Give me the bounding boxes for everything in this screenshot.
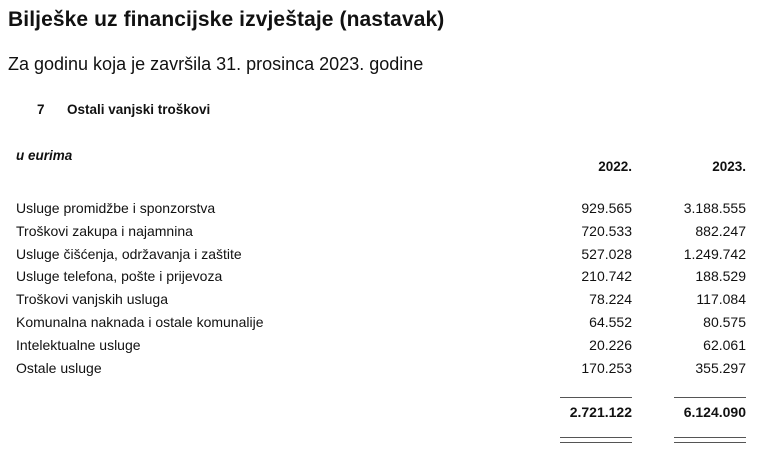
row-label: Usluge čišćenja, održavanja i zaštite: [16, 245, 242, 262]
table-row: [0, 358, 763, 381]
row-value-2022: 210.742: [581, 268, 632, 285]
document-subtitle: Za godinu koja je završila 31. prosinca 2023. godine: [8, 54, 424, 74]
double-rule-2023: [674, 437, 746, 443]
row-label: Troškovi zakupa i najamnina: [16, 222, 193, 239]
table-row: [0, 289, 763, 312]
table-row: [0, 266, 763, 289]
row-value-2022: 64.552: [589, 313, 632, 330]
column-header-2022: 2022.: [598, 159, 632, 174]
row-value-2023: 3.188.555: [683, 200, 746, 216]
row-value-2023: 1.249.742: [683, 245, 746, 262]
subtotal-rule-2022: [560, 397, 632, 398]
row-value-2022: 929.565: [581, 200, 632, 216]
table-row: [0, 335, 763, 358]
row-value-2022: 170.253: [581, 359, 632, 376]
section-title: Ostali vanjski troškovi: [67, 102, 211, 117]
table-row: [0, 244, 763, 267]
column-header-2023: 2023.: [712, 159, 746, 174]
row-value-2023: 117.084: [696, 291, 746, 308]
row-value-2023: 188.529: [695, 268, 746, 285]
row-label: Komunalna naknada i ostale komunalije: [16, 313, 264, 330]
document-title: Bilješke uz financijske izvještaje (nastavak): [8, 8, 445, 31]
total-2023: 6.124.090: [683, 404, 746, 420]
row-value-2022: 78.224: [589, 291, 632, 308]
row-label: Usluge telefona, pošte i prijevoza: [16, 268, 223, 285]
row-label: Troškovi vanjskih usluga: [16, 291, 168, 308]
unit-label: u eurima: [16, 148, 73, 163]
total-2022: 2.721.122: [569, 404, 632, 420]
table-row: [0, 198, 763, 221]
row-value-2023: 355.297: [695, 359, 746, 376]
row-value-2022: 720.533: [581, 222, 632, 239]
row-label: Intelektualne usluge: [16, 336, 141, 353]
section-number: 7: [37, 102, 45, 117]
row-label: Ostale usluge: [16, 359, 102, 376]
table-body: [0, 198, 763, 380]
row-value-2022: 527.028: [581, 245, 632, 262]
table-row: [0, 312, 763, 335]
double-rule-2022: [560, 437, 632, 443]
row-value-2022: 20.226: [589, 336, 632, 353]
row-value-2023: 882.247: [695, 222, 746, 239]
table-row: [0, 221, 763, 244]
subtotal-rule-2023: [674, 397, 746, 398]
row-label: Usluge promidžbe i sponzorstva: [16, 200, 216, 216]
row-value-2023: 80.575: [703, 313, 746, 330]
row-value-2023: 62.061: [703, 336, 746, 353]
